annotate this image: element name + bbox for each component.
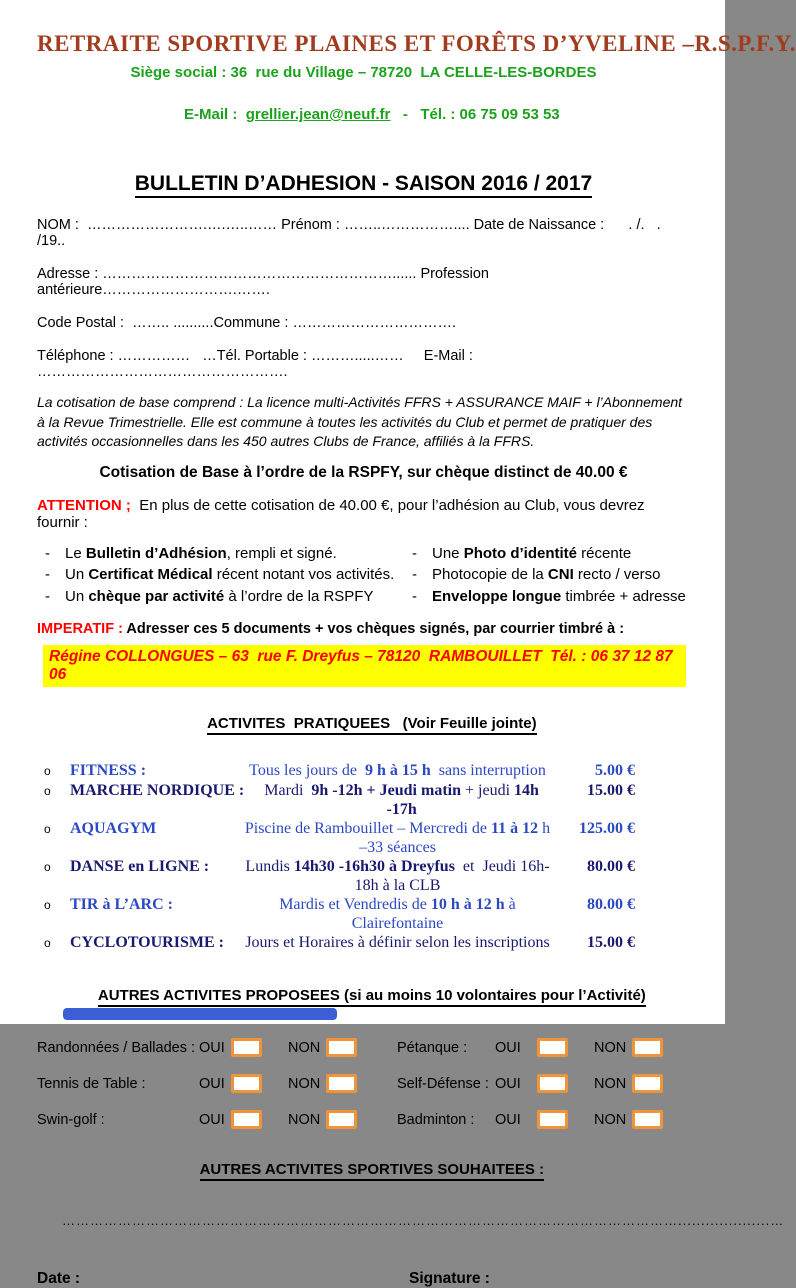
activity-name: AQUAGYM (70, 820, 161, 837)
field-line-postal: Code Postal : …….. ..........Commune : ……………………………. (37, 315, 456, 331)
doc-cni: Photocopie de la CNI recto / verso (432, 566, 661, 583)
activity-price: 80.00 € (587, 858, 635, 875)
non-label: NON (288, 1039, 321, 1056)
checkbox-petanque-oui[interactable] (537, 1038, 568, 1057)
non-label: NON (594, 1075, 627, 1092)
documents-column-right (412, 543, 690, 608)
checkbox-swingolf-oui[interactable] (231, 1110, 262, 1129)
activity-name: MARCHE NORDIQUE : (70, 782, 249, 799)
circle-bullet: o (44, 898, 51, 912)
activities-heading-text: ACTIVITES PRATIQUEES (Voir Feuille jointe) (207, 715, 536, 735)
dash-bullet: - (45, 544, 50, 562)
activity-row-danse-en-ligne (37, 857, 635, 895)
activity-name: TIR à L’ARC : (70, 896, 177, 913)
date-label: Date : (37, 1270, 81, 1287)
list-item (412, 586, 690, 608)
activity-row-marche-nordique (37, 781, 635, 819)
activity-row-fitness (37, 761, 635, 781)
dash-bullet: - (45, 587, 50, 605)
wished-activities-blank-line: ……………………………………………………………………………………………………………………....................… (62, 1213, 785, 1228)
activity-name: CYCLOTOURISME : (70, 934, 228, 951)
list-item (412, 564, 690, 586)
activity-schedule: Mardi 9h -12h + Jeudi matin + jeudi 14h -17h (264, 782, 543, 818)
email-label: E-Mail : (184, 106, 246, 123)
activity-schedule: Jours et Horaires à définir selon les inscriptions (245, 934, 550, 951)
form-title (37, 172, 690, 196)
oui-label: OUI (199, 1111, 225, 1128)
cotisation-description: La cotisation de base comprend : La licence multi-Activités FFRS + ASSURANCE MAIF + l’Abonnement à la Revue Trimestrielle. Elle est commune à toutes les activités du Club et permet de pratiquer des activités occasionnelles dans les 450 autres Clubs de France, affiliés à la FFRS. (37, 394, 683, 449)
option-label: Tennis de Table : (37, 1075, 146, 1092)
phone-number: Tél. : 06 75 09 53 53 (420, 106, 560, 123)
activity-price: 80.00 € (587, 896, 635, 913)
checkbox-swingolf-non[interactable] (326, 1110, 357, 1129)
dash-bullet: - (45, 566, 50, 583)
activity-schedule: Piscine de Rambouillet – Mercredi de 11 à 12 h –33 séances (244, 820, 555, 856)
activity-row-aquagym (37, 819, 635, 857)
imperatif-text: Adresser ces 5 documents + vos chèques signés, par courrier timbré à : (126, 621, 625, 637)
dash-bullet: - (412, 544, 417, 562)
oui-label: OUI (495, 1075, 521, 1092)
checkbox-tennis-oui[interactable] (231, 1074, 262, 1093)
activity-row-cyclotourisme (37, 933, 635, 953)
circle-bullet: o (44, 860, 51, 874)
checkbox-badminton-oui[interactable] (537, 1110, 568, 1129)
activity-name: FITNESS : (70, 762, 151, 779)
activity-price: 125.00 € (579, 820, 635, 837)
documents-column-left (37, 543, 412, 608)
activity-row-tir-a-larc (37, 895, 635, 933)
date-signature-row (37, 1270, 690, 1288)
option-label: Randonnées / Ballades : (37, 1039, 195, 1056)
imperatif-label: IMPERATIF : (37, 621, 127, 637)
wished-activities-heading-text: AUTRES ACTIVITES SPORTIVES SOUHAITEES : (200, 1161, 545, 1181)
address-line: Siège social : 36 rue du Village – 78720 LA CELLE-LES-BORDES (130, 64, 597, 81)
checkbox-row (37, 1074, 690, 1093)
circle-bullet: o (44, 822, 51, 836)
activities-list (37, 761, 635, 953)
checkbox-tennis-non[interactable] (326, 1074, 357, 1093)
list-item (412, 543, 690, 565)
other-activities-grid (37, 1038, 690, 1129)
activity-price: 5.00 € (595, 762, 635, 779)
other-activities-heading-text: AUTRES ACTIVITES PROPOSEES (si au moins 10 volontaires pour l’Activité) (98, 987, 646, 1007)
option-badminton (397, 1110, 663, 1129)
circle-bullet: o (44, 784, 51, 798)
field-line-address: Adresse : ……………………………………………………...... Profession antérieure……………………….……. (37, 266, 494, 298)
oui-label: OUI (495, 1039, 521, 1056)
dash-bullet: - (412, 587, 417, 605)
checkbox-row (37, 1110, 690, 1129)
checkbox-randonnees-oui[interactable] (231, 1038, 262, 1057)
option-petanque (397, 1038, 663, 1057)
doc-certificat: Un Certificat Médical récent notant vos activités. (65, 566, 395, 583)
doc-bulletin: Le Bulletin d’Adhésion, rempli et signé. (65, 544, 337, 562)
option-label: Pétanque : (397, 1039, 468, 1056)
circle-bullet: o (44, 764, 51, 778)
field-line-phone: Téléphone : …………… …Tél. Portable : ……….....…… E-Mail : ……………………………………………. (37, 348, 477, 380)
activity-schedule: Tous les jours de 9 h à 15 h sans interruption (249, 762, 546, 779)
checkbox-randonnees-non[interactable] (326, 1038, 357, 1057)
mailing-address-highlight: Régine COLLONGUES – 63 rue F. Dreyfus – 78120 RAMBOUILLET Tél. : 06 37 12 87 06 (43, 645, 686, 687)
required-documents (37, 543, 690, 608)
checkbox-selfdefense-oui[interactable] (537, 1074, 568, 1093)
activity-schedule: Mardis et Vendredis de 10 h à 12 h à Clairefontaine (279, 896, 520, 932)
option-swin-golf (37, 1110, 397, 1129)
checkbox-petanque-non[interactable] (632, 1038, 663, 1057)
option-label: Self-Défense : (397, 1075, 489, 1092)
checkbox-row (37, 1038, 690, 1057)
wished-activities-heading (37, 1144, 690, 1195)
signature-label: Signature : (409, 1270, 490, 1287)
attention-text: En plus de cette cotisation de 40.00 €, pour l’adhésion au Club, vous devrez fournir : (37, 496, 649, 531)
option-label: Swin-golf : (37, 1111, 105, 1128)
imperatif-line (37, 621, 690, 637)
cotisation-base-line: Cotisation de Base à l’ordre de la RSPFY, sur chèque distinct de 40.00 € (99, 463, 628, 481)
non-label: NON (288, 1075, 321, 1092)
contact-separator: - (390, 106, 421, 123)
non-label: NON (594, 1039, 627, 1056)
activity-schedule: Lundis 14h30 -16h30 à Dreyfus et Jeudi 16h-18h à la CLB (245, 858, 550, 894)
form-title-text: BULLETIN D’ADHESION - SAISON 2016 / 2017 (135, 172, 592, 198)
dash-bullet: - (412, 566, 417, 583)
non-label: NON (594, 1111, 627, 1128)
field-line-name: NOM : …………………….….…..…… Prénom : ……..…………….... Date de Naissance : . /. . /19.. (37, 217, 665, 249)
activity-price: 15.00 € (587, 934, 635, 951)
activity-price: 15.00 € (587, 782, 635, 799)
option-randonnees (37, 1038, 397, 1057)
list-item (45, 543, 412, 565)
oui-label: OUI (199, 1075, 225, 1092)
list-item (45, 564, 412, 586)
activity-name: DANSE en LIGNE : (70, 858, 214, 875)
checkbox-badminton-non[interactable] (632, 1110, 663, 1129)
contact-line (37, 83, 690, 146)
option-label: Badminton : (397, 1111, 475, 1128)
attention-label: ATTENTION ; (37, 496, 131, 514)
club-title: RETRAITE SPORTIVE PLAINES ET FORÊTS D’YVELINE –R.S.P.F.Y. (37, 31, 796, 56)
circle-bullet: o (44, 936, 51, 950)
option-self-defense (397, 1074, 663, 1093)
oui-label: OUI (495, 1111, 521, 1128)
doc-enveloppe: Enveloppe longue timbrée + adresse (432, 587, 686, 605)
oui-label: OUI (199, 1039, 225, 1056)
checkbox-selfdefense-non[interactable] (632, 1074, 663, 1093)
email-link[interactable]: grellier.jean@neuf.fr (245, 106, 391, 123)
doc-photo: Une Photo d’identité récente (432, 544, 632, 562)
attention-line (37, 497, 690, 531)
list-item (45, 586, 412, 608)
option-tennis-de-table (37, 1074, 397, 1093)
footer-blue-bar (63, 1008, 337, 1020)
activities-heading (37, 698, 690, 749)
doc-cheque: Un chèque par activité à l’ordre de la RSPFY (65, 587, 374, 605)
non-label: NON (288, 1111, 321, 1128)
